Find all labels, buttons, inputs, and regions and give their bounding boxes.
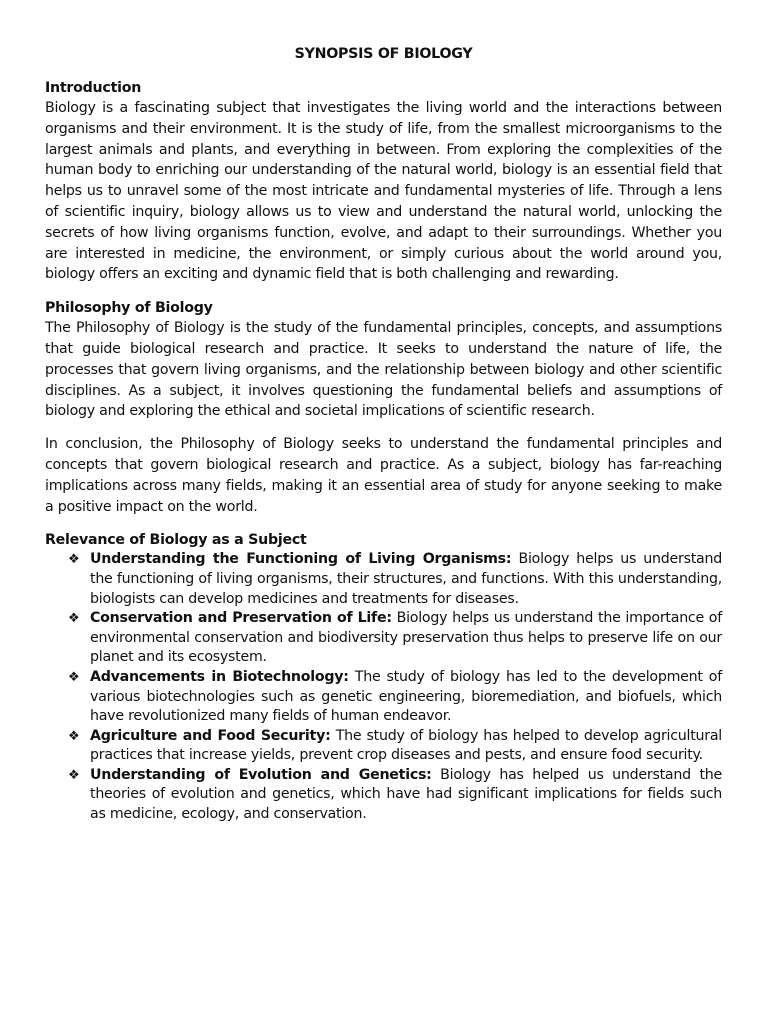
section-heading-relevance: Relevance of Biology as a Subject: [45, 532, 307, 549]
diamond-bullet-icon: ❖: [68, 728, 80, 744]
diamond-bullet-icon: ❖: [68, 611, 80, 627]
document-title: SYNOPSIS OF BIOLOGY: [294, 46, 473, 62]
diamond-bullet-icon: ❖: [68, 669, 80, 685]
list-item-lead: Agriculture and Food Security:: [90, 727, 331, 744]
section-heading-philosophy: Philosophy of Biology: [45, 300, 213, 317]
list-item: [68, 727, 722, 766]
list-item: [68, 550, 723, 609]
section-heading-introduction: Introduction: [45, 80, 142, 96]
section-relevance: [45, 530, 722, 824]
introduction-paragraph: Biology is a fascinating subject that investigates the living world and the interactions between organisms and their environment. It is the study of life, from the smallest microorganisms to the largest animals and plants, and everything in between. From exploring the complexities of the human body to enriching our understanding of the natural world, biology is an essential field that helps us to unravel some of the most intricate and fundamental mysteries of life. Through a lens of scientific inquiry, biology allows us to view and understand the natural world, unlocking the secrets of how living organisms function, evolve, and adapt to their surroundings. Whether you are interested in medicine, the environment, or simply curious about the world around you, biology offers an exciting and dynamic field that is both challenging and rewarding.: [45, 100, 722, 283]
philosophy-paragraph-2: In conclusion, the Philosophy of Biology seeks to understand the fundamental principles and concepts that govern biological research and practice. As a subject, biology has far-reaching implications across many fields, making it an essential area of study for anyone seeking to make a positive impact on the world.: [45, 436, 722, 515]
philosophy-paragraph-1: The Philosophy of Biology is the study of the fundamental principles, concepts, and assumptions that guide biological research and practice. It seeks to understand the nature of life, the processes that govern living organisms, and the relationship between biology and other scientific disciplines. As a subject, it involves questioning the fundamental beliefs and assumptions of biology and exploring the ethical and societal implications of scientific research.: [45, 320, 722, 420]
relevance-list: [45, 550, 722, 824]
list-item-lead: Understanding of Evolution and Genetics:: [90, 766, 432, 783]
list-item: [68, 668, 722, 727]
list-item-text: Biology helps us understand the functioning of living organisms, their structures, and functions. With this understanding, biologists can develop medicines and treatments for diseases.: [90, 551, 723, 607]
list-item-text: Biology helps us understand the importance of environmental conservation and biodiversity preservation thus helps to preserve life on our planet and its ecosystem.: [90, 610, 722, 666]
list-item-text: The study of biology has helped to develop agricultural practices that increase yields, prevent crop diseases and pests, and ensure food security.: [90, 727, 722, 764]
section-philosophy: [45, 298, 722, 517]
list-item-lead: Advancements in Biotechnology:: [90, 668, 349, 685]
list-item-lead: Understanding the Functioning of Living Organisms:: [90, 551, 512, 568]
list-item-text: Biology has helped us understand the theories of evolution and genetics, which have had significant implications for fields such as medicine, ecology, and conservation.: [90, 766, 722, 823]
diamond-bullet-icon: ❖: [68, 552, 80, 568]
section-introduction: [45, 78, 722, 285]
list-item-text: The study of biology has led to the development of various biotechnologies such as genetic engineering, bioremediation, and biofuels, which have revolutionized many fields of human endeavor.: [90, 668, 722, 725]
list-item-lead: Conservation and Preservation of Life:: [90, 610, 392, 627]
list-item: [68, 609, 722, 668]
document-page: [45, 44, 722, 825]
diamond-bullet-icon: ❖: [68, 767, 80, 783]
list-item: [68, 766, 722, 825]
